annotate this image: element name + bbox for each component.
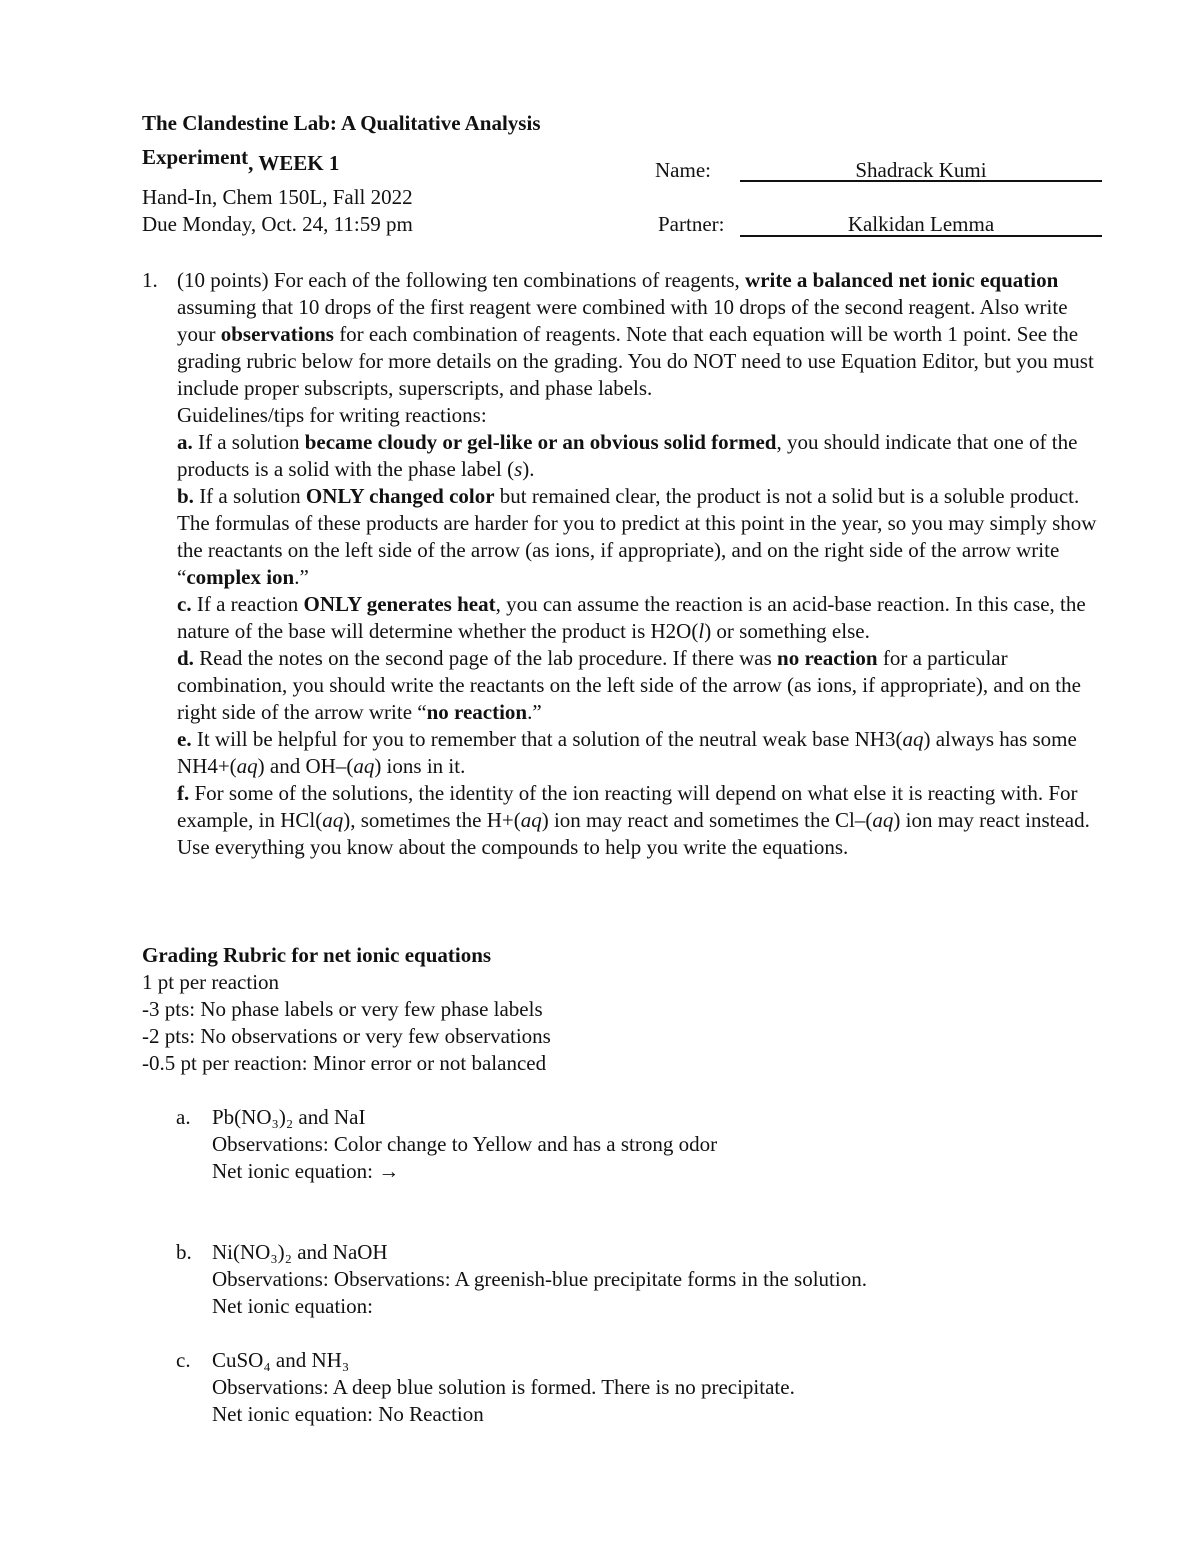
guideline-e-text-2: ) always has some NH4+( [177, 727, 1077, 778]
question-body [177, 267, 1102, 861]
grading-item: -0.5 pt per reaction: Minor error or not balanced [142, 1051, 547, 1075]
reaction-item-a [176, 1104, 1076, 1185]
intro-text-2: assuming that 10 drops of the first reagent were combined with 10 drops of the second reagent. Also write your [177, 295, 1068, 346]
guideline-e-text-4: ) ions in it. [374, 754, 466, 778]
guideline-c-text-3: ) or something else. [704, 619, 870, 643]
guideline-b [177, 483, 1102, 591]
guideline-e-italic-3: aq [353, 754, 375, 778]
guideline-e [177, 726, 1102, 780]
guideline-d-letter: d. [177, 646, 194, 670]
reaction-item-c [176, 1347, 1076, 1428]
guideline-a-text-3: ). [522, 457, 535, 481]
guideline-c-text-1: If a reaction [191, 592, 304, 616]
guideline-f-letter: f. [177, 781, 190, 805]
reaction-item-b [176, 1239, 1076, 1320]
experiment-label: Experiment [142, 145, 249, 169]
guideline-e-text-1: It will be helpful for you to remember that a solution of the neutral weak base NH3( [191, 727, 903, 751]
guideline-c-text-2: , you can assume the reaction is an acid-base reaction. In this case, the nature of the base will determine whether the product is H2O( [177, 592, 1086, 643]
reaction-reagents: CuSO₄ and NH₃ [212, 1348, 350, 1372]
reaction-equation: Net ionic equation: [212, 1294, 373, 1318]
reaction-observations: Observations: Observations: A greenish-blue precipitate forms in the solution. [212, 1267, 867, 1291]
guideline-d [177, 645, 1102, 726]
due-line: Due Monday, Oct. 24, 11:59 pm [142, 212, 413, 236]
reaction-letter: a. [176, 1105, 191, 1129]
guideline-f-text-4: ) ion may react instead. Use everything you know about the compounds to help you write the equations. [177, 808, 1090, 859]
question-intro [177, 267, 1102, 402]
guideline-b-bold-1: ONLY changed color [305, 484, 495, 508]
intro-bold-1: write a balanced net ionic equation [745, 268, 1059, 292]
grading-item: 1 pt per reaction [142, 970, 280, 994]
week-label: , WEEK 1 [248, 151, 340, 175]
guideline-c-italic-1: l [698, 619, 705, 643]
guideline-f-italic-3: aq [872, 808, 894, 832]
guideline-a-italic-1: s [514, 457, 523, 481]
guideline-e-letter: e. [177, 727, 192, 751]
intro-text-1: (10 points) For each of the following ten combinations of reagents, [177, 268, 746, 292]
document-title: The Clandestine Lab: A Qualitative Analysis [142, 111, 541, 135]
guideline-b-bold-2: complex ion [186, 565, 295, 589]
reaction-equation: Net ionic equation: No Reaction [212, 1402, 484, 1426]
guideline-b-letter: b. [177, 484, 194, 508]
question-number: 1. [142, 268, 158, 292]
guideline-a [177, 429, 1102, 483]
guideline-b-text-1: If a solution [193, 484, 306, 508]
reaction-letter: c. [176, 1348, 191, 1372]
guideline-a-text-1: If a solution [192, 430, 305, 454]
guideline-e-italic-1: aq [902, 727, 924, 751]
reaction-list [176, 1104, 1076, 1428]
partner-value: Kalkidan Lemma [847, 212, 995, 236]
intro-bold-2: observations [220, 322, 334, 346]
spacer [176, 1320, 1076, 1347]
handin-line: Hand-In, Chem 150L, Fall 2022 [142, 185, 413, 209]
experiment-heading [142, 145, 340, 177]
partner-underline [740, 235, 1102, 237]
guideline-a-letter: a. [177, 430, 193, 454]
grading-rubric [142, 942, 1062, 1077]
guideline-d-text-3: .” [527, 700, 542, 724]
guideline-e-text-3: ) and OH–( [257, 754, 354, 778]
guideline-d-text-1: Read the notes on the second page of the lab procedure. If there was [193, 646, 778, 670]
guideline-d-bold-2: no reaction [426, 700, 528, 724]
name-label: Name: [655, 158, 711, 182]
reaction-reagents: Pb(NO₃)₂ and NaI [212, 1105, 366, 1129]
guideline-f-italic-2: aq [520, 808, 542, 832]
grading-heading [142, 942, 1062, 969]
reaction-reagents: Ni(NO₃)₂ and NaOH [212, 1240, 388, 1264]
partner-label: Partner: [658, 212, 725, 236]
reaction-equation: Net ionic equation: → [212, 1159, 400, 1183]
guideline-c [177, 591, 1102, 645]
guideline-a-bold-1: became cloudy or gel-like or an obvious solid formed [304, 430, 777, 454]
guideline-f-italic-1: aq [322, 808, 344, 832]
name-underline [740, 180, 1102, 182]
guideline-f-text-2: ), sometimes the H+( [343, 808, 521, 832]
guideline-e-italic-2: aq [236, 754, 258, 778]
guidelines-heading: Guidelines/tips for writing reactions: [177, 403, 487, 427]
guideline-f-text-3: ) ion may react and sometimes the Cl–( [541, 808, 873, 832]
guideline-b-text-2: but remained clear, the product is not a solid but is a soluble product. The formulas of these products are harder for you to predict at this point in the year, so you may simply show the reactants on the left side of the arrow (as ions, if appropriate), and on the right side of the arrow write “ [177, 484, 1097, 589]
reaction-observations: Observations: Color change to Yellow and has a strong odor [212, 1132, 718, 1156]
name-value: Shadrack Kumi [855, 158, 987, 182]
guideline-d-text-2: for a particular combination, you should write the reactants on the left side of the arrow (as ions, if appropriate), and on the right side of the arrow write “ [177, 646, 1081, 724]
guideline-d-bold-1: no reaction [777, 646, 878, 670]
guideline-f [177, 780, 1102, 861]
grading-heading-text: Grading Rubric for net ionic equations [142, 943, 492, 967]
reaction-letter: b. [176, 1240, 192, 1264]
reaction-observations: Observations: A deep blue solution is formed. There is no precipitate. [212, 1375, 795, 1399]
intro-text-3: for each combination of reagents. Note that each equation will be worth 1 point. See the grading rubric below for more details on the grading. You do NOT need to use Equation Editor, but you must include proper subscripts, superscripts, and phase labels. [177, 322, 1094, 400]
grading-item: -2 pts: No observations or very few observations [142, 1024, 551, 1048]
guideline-c-bold-1: ONLY generates heat [303, 592, 496, 616]
guideline-b-text-3: .” [294, 565, 309, 589]
grading-item: -3 pts: No phase labels or very few phase labels [142, 997, 543, 1021]
guideline-c-letter: c. [177, 592, 192, 616]
guideline-f-text-1: For some of the solutions, the identity of the ion reacting will depend on what else it is reacting with. For example, in HCl( [177, 781, 1078, 832]
spacer [176, 1185, 1076, 1239]
guideline-a-text-2: , you should indicate that one of the products is a solid with the phase label ( [177, 430, 1078, 481]
